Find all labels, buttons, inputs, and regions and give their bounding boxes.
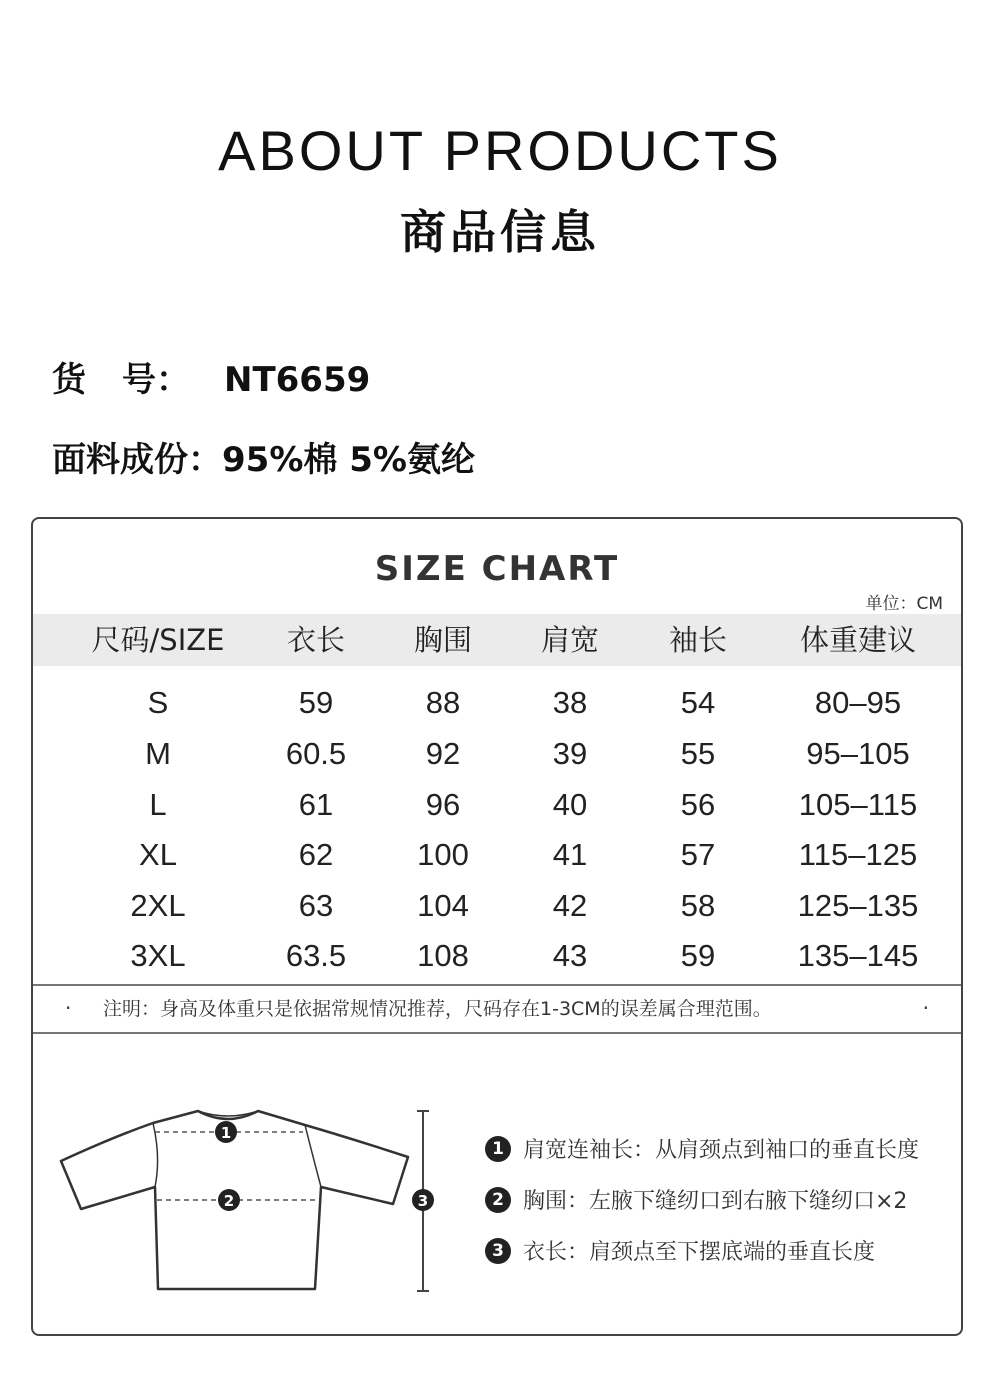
table-cell: 42	[552, 888, 588, 923]
page-title-en: ABOUT PRODUCTS	[218, 119, 782, 182]
note-bar	[33, 984, 961, 1034]
note-text: 注明：身高及体重只是依据常规情况推荐，尺码存在1-3CM的误差属合理范围。	[103, 998, 772, 1020]
legend-number-icon: 1	[485, 1136, 511, 1162]
table-cell: 43	[552, 938, 588, 973]
column-header-size: 尺码/SIZE	[91, 623, 225, 657]
table-cell: 3XL	[130, 938, 186, 973]
legend-item	[485, 1184, 907, 1215]
table-cell: 62	[298, 837, 334, 872]
fabric-value: 95%棉 5%氨纶	[222, 440, 475, 480]
fabric-line	[52, 432, 475, 481]
table-cell: 56	[680, 787, 716, 822]
legend-text: 衣长：肩颈点至下摆底端的垂直长度	[523, 1240, 876, 1265]
sku-value: NT6659	[224, 360, 371, 400]
table-cell: 135–145	[797, 938, 919, 973]
table-cell: L	[149, 787, 167, 822]
table-cell: 61	[298, 787, 334, 822]
table-row	[33, 888, 961, 928]
size-chart-title: SIZE CHART	[374, 549, 620, 589]
table-cell: 88	[425, 685, 461, 720]
table-row	[33, 736, 961, 776]
table-cell: 59	[680, 938, 716, 973]
table-cell: 125–135	[797, 888, 919, 923]
table-cell: 92	[425, 736, 461, 771]
table-cell: 59	[298, 685, 334, 720]
legend-item	[485, 1133, 919, 1164]
table-row	[33, 837, 961, 877]
table-cell: 104	[417, 888, 469, 923]
table-cell: 41	[552, 837, 588, 872]
table-cell: 54	[680, 685, 716, 720]
legend-text: 肩宽连袖长：从肩颈点到袖口的垂直长度	[523, 1138, 920, 1163]
marker-3-label: 3	[417, 1192, 429, 1210]
garment-diagram	[53, 1099, 473, 1299]
table-cell: S	[147, 685, 169, 720]
column-header-chest: 胸围	[413, 623, 472, 657]
table-cell: 96	[425, 787, 461, 822]
sku-label-b: 号：	[122, 360, 190, 400]
table-cell: 115–125	[798, 837, 918, 872]
size-chart-card	[31, 517, 963, 1336]
column-header-length: 衣长	[286, 623, 345, 657]
table-header	[33, 614, 961, 666]
table-cell: M	[145, 736, 171, 771]
column-header-sleeve: 袖长	[668, 623, 727, 657]
unit-label: 单位：CM	[865, 594, 943, 614]
table-cell: 105–115	[798, 787, 918, 822]
table-cell: 2XL	[130, 888, 186, 923]
table-cell: 60.5	[285, 736, 347, 771]
table-row	[33, 938, 961, 978]
table-cell: 39	[552, 736, 588, 771]
table-cell: 108	[417, 938, 469, 973]
table-cell: 57	[680, 837, 716, 872]
legend-number-icon: 3	[485, 1238, 511, 1264]
table-cell: 63	[298, 888, 334, 923]
column-header-shoulder: 肩宽	[540, 623, 599, 657]
table-row	[33, 685, 961, 725]
legend-number-icon: 2	[485, 1187, 511, 1213]
table-cell: 63.5	[285, 938, 347, 973]
sku-label-a: 货	[52, 360, 86, 400]
table-cell: 80–95	[814, 685, 902, 720]
table-row	[33, 787, 961, 827]
sku-line	[52, 352, 370, 401]
table-cell: 40	[552, 787, 588, 822]
table-cell: 95–105	[806, 736, 910, 771]
table-cell: XL	[139, 837, 177, 872]
page-title-cn: 商品信息	[400, 205, 600, 259]
sku-label	[52, 352, 224, 401]
table-cell: 100	[417, 837, 469, 872]
legend-text: 胸围：左腋下缝纫口到右腋下缝纫口×2	[523, 1189, 908, 1214]
fabric-label: 面料成份：	[52, 440, 222, 480]
marker-1-label: 1	[220, 1124, 232, 1142]
column-header-weight: 体重建议	[799, 623, 916, 657]
legend-item	[485, 1235, 875, 1266]
note-dot-right: ·	[922, 996, 929, 1020]
marker-2-label: 2	[223, 1192, 235, 1210]
note-dot-left: ·	[65, 996, 72, 1020]
table-cell: 58	[680, 888, 716, 923]
table-cell: 38	[552, 685, 588, 720]
table-cell: 55	[680, 736, 716, 771]
